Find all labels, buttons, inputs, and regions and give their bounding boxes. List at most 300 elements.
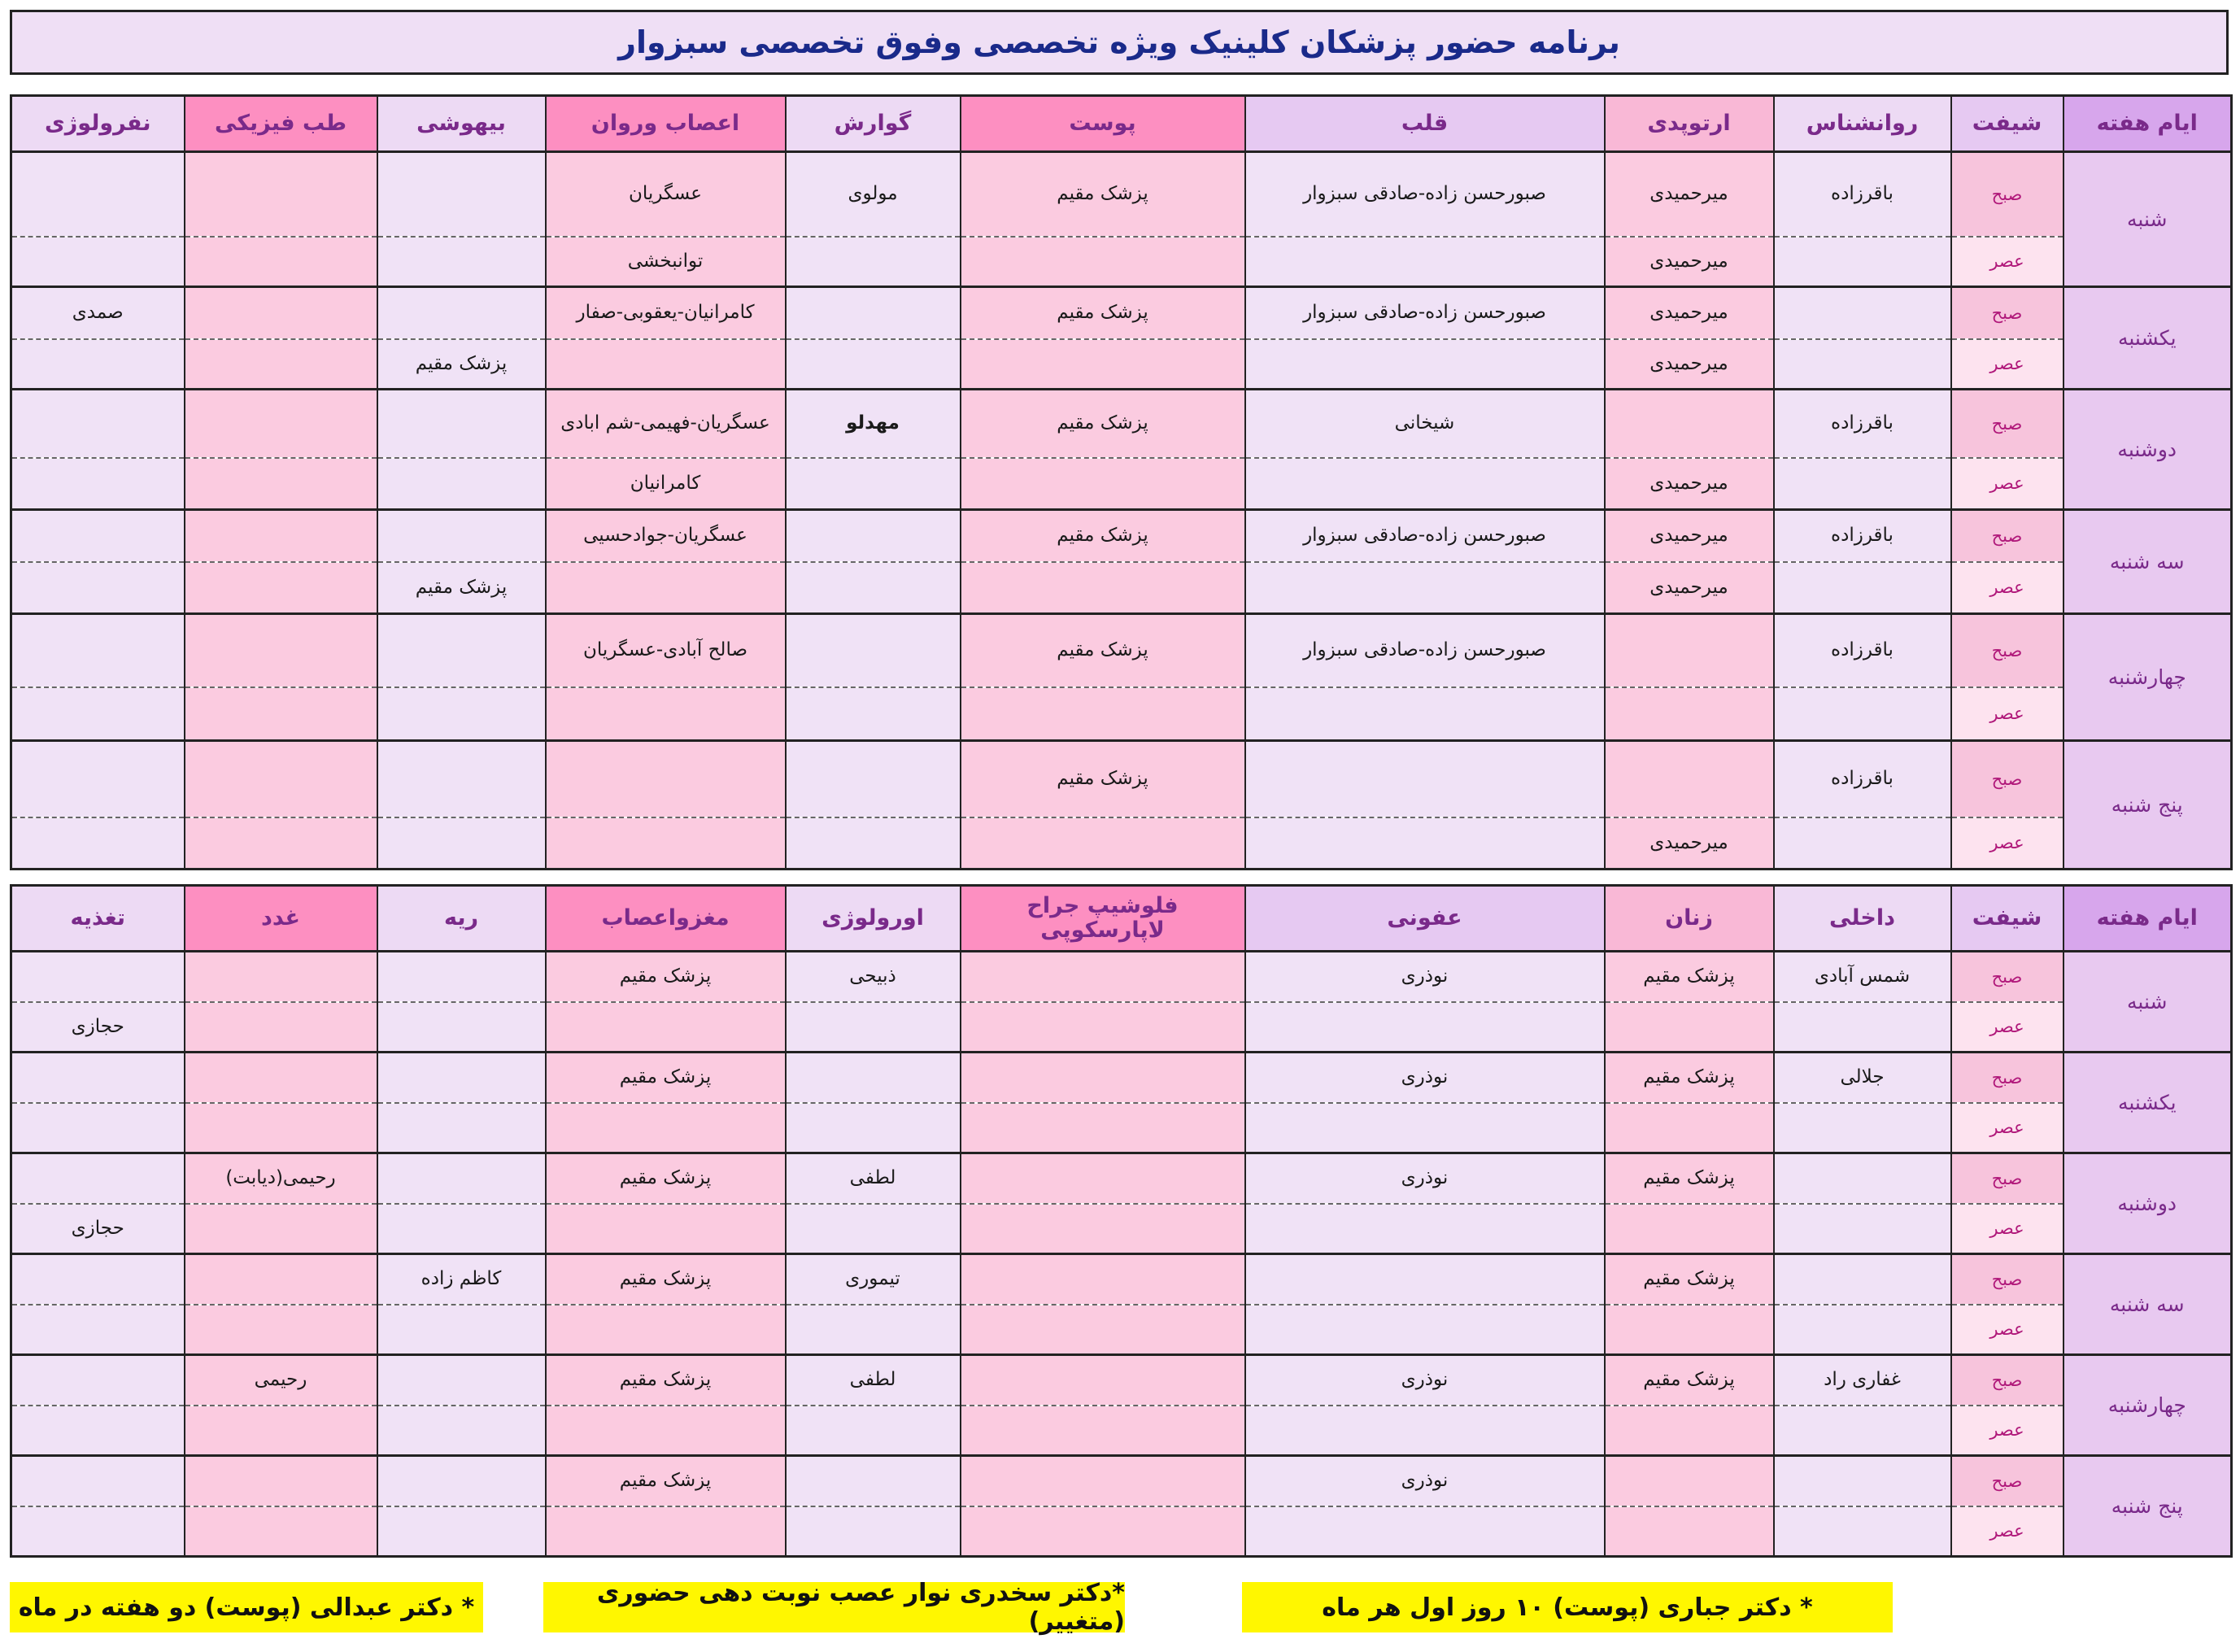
schedule-cell bbox=[961, 339, 1245, 390]
schedule-cell: نوذری bbox=[1245, 1053, 1605, 1103]
schedule-cell bbox=[377, 237, 546, 287]
schedule-cell bbox=[961, 1053, 1245, 1103]
schedule-cell bbox=[1245, 1406, 1605, 1456]
schedule-cell bbox=[11, 1456, 185, 1506]
schedule-cell bbox=[1605, 687, 1774, 741]
schedule-cell bbox=[185, 339, 377, 390]
schedule-cell bbox=[1774, 237, 1951, 287]
schedule-cell: صالح آبادی-عسگریان bbox=[546, 614, 786, 687]
shift-cell: عصر bbox=[1951, 687, 2064, 741]
schedule-cell bbox=[546, 1103, 786, 1153]
schedule-cell: میرحمیدی bbox=[1605, 458, 1774, 510]
schedule-cell bbox=[961, 952, 1245, 1002]
schedule-cell bbox=[1245, 562, 1605, 614]
schedule-cell bbox=[11, 614, 185, 687]
shift-cell: عصر bbox=[1951, 1002, 2064, 1053]
schedule-cell bbox=[11, 1355, 185, 1406]
table-row bbox=[11, 687, 2232, 741]
schedule-cell bbox=[185, 1456, 377, 1506]
schedule-cell: پزشک مقیم bbox=[377, 339, 546, 390]
schedule-cell bbox=[1774, 687, 1951, 741]
schedule-cell bbox=[377, 1506, 546, 1557]
schedule-cell bbox=[1605, 1456, 1774, 1506]
schedule-cell bbox=[961, 1406, 1245, 1456]
schedule-cell bbox=[11, 1153, 185, 1204]
schedule-cell bbox=[185, 1406, 377, 1456]
schedule-cell bbox=[786, 1305, 961, 1355]
schedule-cell: رحیمی(دیابت) bbox=[185, 1153, 377, 1204]
schedule-cell bbox=[961, 1254, 1245, 1305]
shift-cell: صبح bbox=[1951, 510, 2064, 562]
schedule-cell bbox=[961, 1456, 1245, 1506]
schedule-cell bbox=[185, 741, 377, 817]
schedule-cell: میرحمیدی bbox=[1605, 817, 1774, 870]
schedule-cell bbox=[546, 1406, 786, 1456]
schedule-cell: جلالی bbox=[1774, 1053, 1951, 1103]
schedule-cell bbox=[1245, 1103, 1605, 1153]
schedule-cell bbox=[185, 1204, 377, 1254]
schedule-cell bbox=[11, 741, 185, 817]
schedule-cell bbox=[1245, 687, 1605, 741]
table-row bbox=[11, 458, 2232, 510]
schedule-cell bbox=[11, 952, 185, 1002]
schedule-cell bbox=[1774, 1506, 1951, 1557]
schedule-cell: پزشک مقیم bbox=[1605, 1355, 1774, 1406]
schedule-cell bbox=[11, 152, 185, 237]
schedule-cell: پزشک مقیم bbox=[961, 510, 1245, 562]
schedule-cell: مهدلو bbox=[786, 390, 961, 458]
shift-cell: عصر bbox=[1951, 339, 2064, 390]
day-cell: چهارشنبه bbox=[2064, 614, 2232, 741]
schedule-cell bbox=[185, 287, 377, 339]
column-header: پوست bbox=[961, 96, 1245, 152]
schedule-cell bbox=[1245, 1254, 1605, 1305]
shift-cell: عصر bbox=[1951, 1103, 2064, 1153]
schedule-cell bbox=[1605, 1204, 1774, 1254]
page-title: برنامه حضور پزشکان کلینیک ویژه تخصصی وفوق تخصصی سبزوار bbox=[10, 10, 2229, 75]
schedule-cell bbox=[1774, 1103, 1951, 1153]
schedule-cell bbox=[786, 1103, 961, 1153]
schedule-cell bbox=[961, 562, 1245, 614]
schedule-cell bbox=[546, 1506, 786, 1557]
column-header: تغذیه bbox=[11, 886, 185, 952]
schedule-cell bbox=[786, 458, 961, 510]
table-row bbox=[11, 1002, 2232, 1053]
schedule-cell: پزشک مقیم bbox=[961, 152, 1245, 237]
schedule-cell: پزشک مقیم bbox=[546, 952, 786, 1002]
schedule-cell bbox=[546, 687, 786, 741]
schedule-cell: میرحمیدی bbox=[1605, 237, 1774, 287]
schedule-cell bbox=[11, 1254, 185, 1305]
schedule-cell: مولوی bbox=[786, 152, 961, 237]
column-header: ارتوپدی bbox=[1605, 96, 1774, 152]
schedule-cell bbox=[786, 237, 961, 287]
schedule-cell bbox=[377, 1406, 546, 1456]
column-header: بیهوشی bbox=[377, 96, 546, 152]
schedule-cell bbox=[961, 237, 1245, 287]
schedule-cell: میرحمیدی bbox=[1605, 339, 1774, 390]
schedule-cell: باقرزاده bbox=[1774, 510, 1951, 562]
schedule-cell bbox=[546, 1305, 786, 1355]
schedule-cell: باقرزاده bbox=[1774, 390, 1951, 458]
day-cell: پنج شنبه bbox=[2064, 1456, 2232, 1557]
note-jabari: * دکتر جباری (پوست) ۱۰ روز اول هر ماه bbox=[1242, 1582, 1893, 1632]
day-cell: شنبه bbox=[2064, 152, 2232, 287]
schedule-cell bbox=[786, 1002, 961, 1053]
column-header: ایام هفته bbox=[2064, 96, 2232, 152]
schedule-cell bbox=[377, 458, 546, 510]
schedule-cell bbox=[377, 817, 546, 870]
schedule-cell bbox=[1774, 1456, 1951, 1506]
schedule-cell bbox=[377, 1355, 546, 1406]
schedule-cell: عسگریان bbox=[546, 152, 786, 237]
schedule-cell: صبورحسن زاده-صادقی سبزوار bbox=[1245, 287, 1605, 339]
schedule-cell bbox=[786, 1053, 961, 1103]
column-header: مغزواعصاب bbox=[546, 886, 786, 952]
table-row bbox=[11, 1153, 2232, 1204]
schedule-cell bbox=[1245, 741, 1605, 817]
shift-cell: عصر bbox=[1951, 1406, 2064, 1456]
schedule-cell bbox=[185, 510, 377, 562]
column-header: گوارش bbox=[786, 96, 961, 152]
schedule-cell bbox=[961, 817, 1245, 870]
schedule-cell bbox=[1605, 1103, 1774, 1153]
schedule-cell bbox=[377, 687, 546, 741]
schedule-cell bbox=[185, 1506, 377, 1557]
schedule-cell bbox=[546, 1002, 786, 1053]
schedule-cell: میرحمیدی bbox=[1605, 152, 1774, 237]
schedule-cell: باقرزاده bbox=[1774, 741, 1951, 817]
schedule-cell bbox=[546, 741, 786, 817]
schedule-cell bbox=[11, 1305, 185, 1355]
schedule-cell bbox=[786, 562, 961, 614]
schedule-cell: لطفی bbox=[786, 1153, 961, 1204]
shift-cell: صبح bbox=[1951, 390, 2064, 458]
schedule-cell bbox=[546, 1204, 786, 1254]
schedule-cell bbox=[961, 687, 1245, 741]
table-row bbox=[11, 510, 2232, 562]
schedule-cell bbox=[11, 390, 185, 458]
schedule-cell bbox=[1245, 1204, 1605, 1254]
schedule-cell bbox=[185, 1305, 377, 1355]
schedule-cell: پزشک مقیم bbox=[546, 1153, 786, 1204]
schedule-cell bbox=[11, 237, 185, 287]
schedule-cell: تیموری bbox=[786, 1254, 961, 1305]
schedule-cell bbox=[377, 741, 546, 817]
schedule-cell bbox=[786, 1406, 961, 1456]
schedule-cell bbox=[377, 390, 546, 458]
day-cell: یکشنبه bbox=[2064, 287, 2232, 390]
schedule-cell: پزشک مقیم bbox=[1605, 1254, 1774, 1305]
day-cell: دوشنبه bbox=[2064, 1153, 2232, 1254]
schedule-cell: غفاری راد bbox=[1774, 1355, 1951, 1406]
table-row bbox=[11, 1053, 2232, 1103]
table-row bbox=[11, 614, 2232, 687]
schedule-cell: پزشک مقیم bbox=[1605, 1153, 1774, 1204]
table-row bbox=[11, 152, 2232, 237]
table-row bbox=[11, 1355, 2232, 1406]
day-cell: دوشنبه bbox=[2064, 390, 2232, 510]
schedule-cell: نوذری bbox=[1245, 1153, 1605, 1204]
schedule-cell bbox=[1774, 1002, 1951, 1053]
shift-cell: عصر bbox=[1951, 237, 2064, 287]
schedule-cell: صمدی bbox=[11, 287, 185, 339]
schedule-cell bbox=[377, 952, 546, 1002]
schedule-cell bbox=[185, 458, 377, 510]
table-row bbox=[11, 817, 2232, 870]
schedule-cell bbox=[11, 1103, 185, 1153]
schedule-cell bbox=[1245, 458, 1605, 510]
schedule-cell bbox=[1245, 237, 1605, 287]
column-header: شیفت bbox=[1951, 96, 2064, 152]
schedule-cell: پزشک مقیم bbox=[961, 614, 1245, 687]
schedule-cell: میرحمیدی bbox=[1605, 510, 1774, 562]
schedule-cell bbox=[11, 562, 185, 614]
schedule-cell bbox=[185, 614, 377, 687]
table-row bbox=[11, 952, 2232, 1002]
schedule-cell bbox=[961, 1305, 1245, 1355]
schedule-cell bbox=[786, 339, 961, 390]
schedule-cell: رحیمی bbox=[185, 1355, 377, 1406]
column-header: زنان bbox=[1605, 886, 1774, 952]
schedule-cell: صبورحسن زاده-صادقی سبزوار bbox=[1245, 152, 1605, 237]
schedule-cell bbox=[185, 237, 377, 287]
column-header: ریه bbox=[377, 886, 546, 952]
schedule-cell bbox=[185, 562, 377, 614]
shift-cell: صبح bbox=[1951, 1153, 2064, 1204]
schedule-cell bbox=[1605, 1002, 1774, 1053]
day-cell: پنج شنبه bbox=[2064, 741, 2232, 870]
schedule-cell bbox=[1774, 1305, 1951, 1355]
schedule-cell bbox=[1774, 458, 1951, 510]
schedule-cell: نوذری bbox=[1245, 1355, 1605, 1406]
schedule-cell bbox=[786, 741, 961, 817]
schedule-cell bbox=[961, 1506, 1245, 1557]
schedule-cell bbox=[546, 339, 786, 390]
column-header: قلب bbox=[1245, 96, 1605, 152]
schedule-cell: شیخانی bbox=[1245, 390, 1605, 458]
schedule-cell: پزشک مقیم bbox=[1605, 952, 1774, 1002]
schedule-cell: کامرانیان-یعقوبی-صفار bbox=[546, 287, 786, 339]
schedule-cell bbox=[11, 687, 185, 741]
shift-cell: عصر bbox=[1951, 817, 2064, 870]
day-cell: چهارشنبه bbox=[2064, 1355, 2232, 1456]
shift-cell: صبح bbox=[1951, 1053, 2064, 1103]
table-row bbox=[11, 1506, 2232, 1557]
schedule-cell bbox=[1605, 1406, 1774, 1456]
schedule-cell bbox=[185, 1103, 377, 1153]
column-header: طب فیزیکی bbox=[185, 96, 377, 152]
schedule-cell bbox=[11, 339, 185, 390]
schedule-cell: میرحمیدی bbox=[1605, 562, 1774, 614]
schedule-cell: نوذری bbox=[1245, 952, 1605, 1002]
schedule-cell bbox=[377, 1002, 546, 1053]
schedule-cell: نوذری bbox=[1245, 1456, 1605, 1506]
column-header: اعصاب وروان bbox=[546, 96, 786, 152]
schedule-cell bbox=[377, 510, 546, 562]
schedule-cell bbox=[1605, 1305, 1774, 1355]
schedule-cell bbox=[1605, 1506, 1774, 1557]
shift-cell: صبح bbox=[1951, 287, 2064, 339]
schedule-cell bbox=[1774, 1406, 1951, 1456]
day-cell: شنبه bbox=[2064, 952, 2232, 1053]
schedule-cell bbox=[11, 458, 185, 510]
shift-cell: صبح bbox=[1951, 1254, 2064, 1305]
schedule-cell bbox=[185, 952, 377, 1002]
schedule-cell bbox=[1774, 339, 1951, 390]
table-row bbox=[11, 562, 2232, 614]
column-header: شیفت bbox=[1951, 886, 2064, 952]
schedule-cell bbox=[1774, 562, 1951, 614]
schedule-cell: عسگریان-جوادحسیی bbox=[546, 510, 786, 562]
schedule-table-1 bbox=[10, 94, 2233, 870]
schedule-cell: باقرزاده bbox=[1774, 614, 1951, 687]
schedule-cell bbox=[786, 687, 961, 741]
schedule-cell bbox=[377, 1204, 546, 1254]
schedule-cell bbox=[185, 1053, 377, 1103]
schedule-cell: پزشک مقیم bbox=[1605, 1053, 1774, 1103]
schedule-cell: باقرزاده bbox=[1774, 152, 1951, 237]
schedule-cell: پزشک مقیم bbox=[546, 1053, 786, 1103]
schedule-cell: عسگریان-فهیمی-شم ابادی bbox=[546, 390, 786, 458]
column-header: داخلی bbox=[1774, 886, 1951, 952]
schedule-cell bbox=[11, 1053, 185, 1103]
schedule-cell bbox=[1245, 1506, 1605, 1557]
table-row bbox=[11, 287, 2232, 339]
table-row bbox=[11, 339, 2232, 390]
schedule-table-2 bbox=[10, 884, 2233, 1558]
schedule-cell: پزشک مقیم bbox=[546, 1456, 786, 1506]
schedule-cell bbox=[11, 510, 185, 562]
shift-cell: عصر bbox=[1951, 1506, 2064, 1557]
schedule-cell bbox=[185, 687, 377, 741]
schedule-cell: پزشک مقیم bbox=[377, 562, 546, 614]
schedule-cell: حجازی bbox=[11, 1204, 185, 1254]
schedule-cell: توانبخشی bbox=[546, 237, 786, 287]
schedule-cell bbox=[961, 1355, 1245, 1406]
shift-cell: عصر bbox=[1951, 1305, 2064, 1355]
column-header: اورولوژی bbox=[786, 886, 961, 952]
column-header: روانشناس bbox=[1774, 96, 1951, 152]
schedule-cell bbox=[377, 1305, 546, 1355]
shift-cell: صبح bbox=[1951, 614, 2064, 687]
schedule-cell bbox=[1774, 1153, 1951, 1204]
schedule-cell: پزشک مقیم bbox=[546, 1254, 786, 1305]
schedule-cell: میرحمیدی bbox=[1605, 287, 1774, 339]
shift-cell: عصر bbox=[1951, 1204, 2064, 1254]
column-header: نفرولوژی bbox=[11, 96, 185, 152]
schedule-cell bbox=[1774, 1204, 1951, 1254]
schedule-cell bbox=[377, 1456, 546, 1506]
table-row bbox=[11, 741, 2232, 817]
schedule-cell bbox=[11, 1406, 185, 1456]
schedule-cell: حجازی bbox=[11, 1002, 185, 1053]
shift-cell: عصر bbox=[1951, 562, 2064, 614]
schedule-cell bbox=[377, 152, 546, 237]
column-header: غدد bbox=[185, 886, 377, 952]
schedule-cell bbox=[1605, 390, 1774, 458]
schedule-cell: پزشک مقیم bbox=[961, 287, 1245, 339]
schedule-cell bbox=[786, 1456, 961, 1506]
schedule-cell bbox=[961, 1103, 1245, 1153]
schedule-cell bbox=[546, 817, 786, 870]
schedule-cell: صبورحسن زاده-صادقی سبزوار bbox=[1245, 614, 1605, 687]
schedule-cell: کامرانیان bbox=[546, 458, 786, 510]
schedule-cell bbox=[185, 1002, 377, 1053]
schedule-cell bbox=[786, 614, 961, 687]
schedule-cell bbox=[377, 1053, 546, 1103]
schedule-cell bbox=[377, 1153, 546, 1204]
table-row bbox=[11, 237, 2232, 287]
table-row bbox=[11, 1103, 2232, 1153]
table-row bbox=[11, 1254, 2232, 1305]
schedule-cell: ذبیحی bbox=[786, 952, 961, 1002]
table-row bbox=[11, 1406, 2232, 1456]
schedule-cell bbox=[786, 510, 961, 562]
note-abdali: * دکتر عبدالی (پوست) دو هفته در ماه bbox=[10, 1582, 483, 1632]
note-sakhdari: *دکتر سخدری نوار عصب نوبت دهی حضوری (متغییر) bbox=[543, 1582, 1125, 1632]
schedule-cell: پزشک مقیم bbox=[546, 1355, 786, 1406]
schedule-cell: صبورحسن زاده-صادقی سبزوار bbox=[1245, 510, 1605, 562]
table-header-row bbox=[11, 96, 2232, 152]
schedule-cell bbox=[185, 152, 377, 237]
column-header: ایام هفته bbox=[2064, 886, 2232, 952]
schedule-cell bbox=[961, 458, 1245, 510]
schedule-cell bbox=[961, 1002, 1245, 1053]
shift-cell: صبح bbox=[1951, 1456, 2064, 1506]
schedule-cell bbox=[377, 287, 546, 339]
schedule-cell bbox=[1245, 1002, 1605, 1053]
day-cell: سه شنبه bbox=[2064, 510, 2232, 614]
schedule-cell: شمس آبادی bbox=[1774, 952, 1951, 1002]
table-row bbox=[11, 1204, 2232, 1254]
column-header: فلوشیپ جراح لاپارسکوپی bbox=[961, 886, 1245, 952]
shift-cell: صبح bbox=[1951, 741, 2064, 817]
table-row bbox=[11, 1456, 2232, 1506]
schedule-cell bbox=[1605, 741, 1774, 817]
schedule-cell: لطفی bbox=[786, 1355, 961, 1406]
table-header-row bbox=[11, 886, 2232, 952]
schedule-cell bbox=[961, 1204, 1245, 1254]
schedule-cell bbox=[786, 1204, 961, 1254]
day-cell: یکشنبه bbox=[2064, 1053, 2232, 1153]
schedule-cell bbox=[1245, 339, 1605, 390]
schedule-cell bbox=[377, 1103, 546, 1153]
schedule-cell bbox=[786, 287, 961, 339]
shift-cell: صبح bbox=[1951, 952, 2064, 1002]
schedule-cell bbox=[185, 390, 377, 458]
table-row bbox=[11, 1305, 2232, 1355]
schedule-cell bbox=[377, 614, 546, 687]
schedule-cell bbox=[1774, 1254, 1951, 1305]
shift-cell: عصر bbox=[1951, 458, 2064, 510]
column-header: عفونی bbox=[1245, 886, 1605, 952]
schedule-cell: پزشک مقیم bbox=[961, 390, 1245, 458]
schedule-cell bbox=[786, 1506, 961, 1557]
shift-cell: صبح bbox=[1951, 1355, 2064, 1406]
day-cell: سه شنبه bbox=[2064, 1254, 2232, 1355]
schedule-cell bbox=[961, 1153, 1245, 1204]
schedule-cell: کاظم زاده bbox=[377, 1254, 546, 1305]
schedule-cell bbox=[11, 1506, 185, 1557]
schedule-cell bbox=[1774, 287, 1951, 339]
schedule-cell bbox=[185, 817, 377, 870]
schedule-cell bbox=[546, 562, 786, 614]
schedule-cell bbox=[786, 817, 961, 870]
table-row bbox=[11, 390, 2232, 458]
schedule-cell bbox=[11, 817, 185, 870]
schedule-cell bbox=[185, 1254, 377, 1305]
